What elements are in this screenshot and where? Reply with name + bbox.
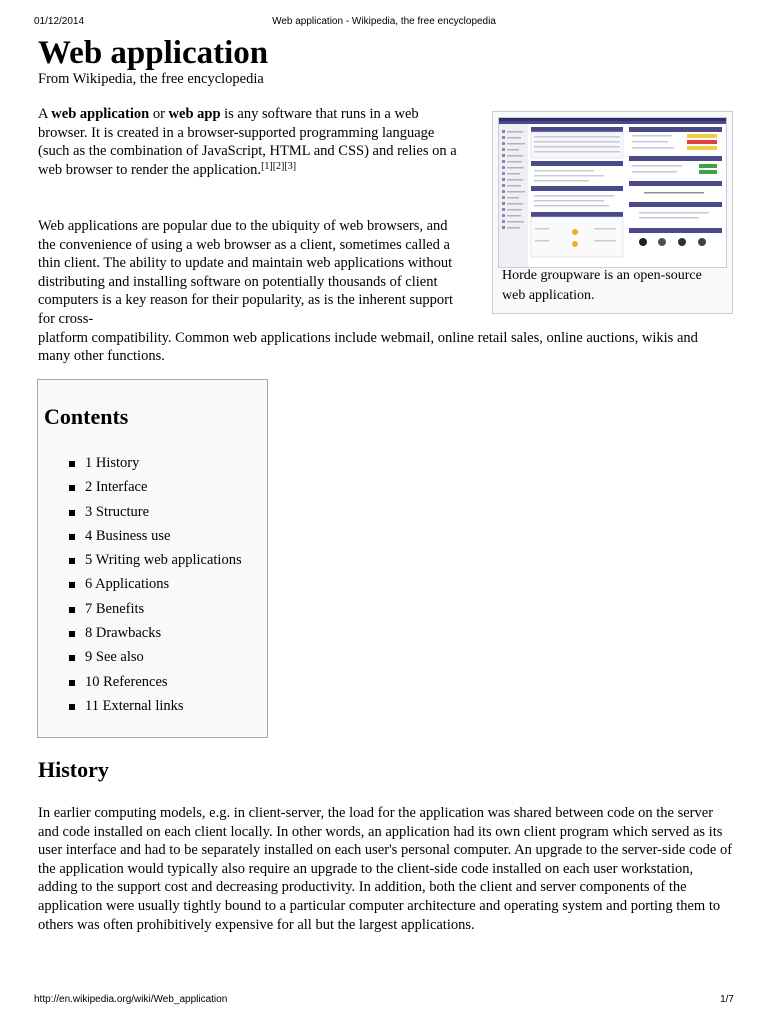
toc-item-references[interactable]: 10 References [68, 670, 242, 694]
horde-screenshot-image[interactable] [498, 117, 727, 268]
horde-screenshot-illustration [499, 118, 726, 267]
toc-item-writing-web-applications[interactable]: 5 Writing web applications [68, 548, 242, 572]
print-header-title: Web application - Wikipedia, the free encyclopedia [272, 16, 496, 27]
toc-item-history[interactable]: 1 History [68, 451, 242, 475]
toc-item-applications[interactable]: 6 Applications [68, 572, 242, 596]
page-subtitle: From Wikipedia, the free encyclopedia [38, 71, 264, 87]
page-title: Web application [38, 35, 269, 71]
intro-paragraph [38, 105, 468, 179]
intro-bold-web-app: web app [168, 106, 221, 122]
table-of-contents [37, 379, 268, 738]
intro-text-or: or [149, 106, 169, 122]
intro-text-rest: is any software that runs in a web browser. It is created in a browser-supported programming language (such as the combination of JavaScript, HTML and CSS) and relies on a web browser to render the application. [38, 106, 457, 178]
print-footer-url: http://en.wikipedia.org/wiki/Web_application [34, 994, 228, 1005]
intro-text-a: A [38, 106, 52, 122]
print-date: 01/12/2014 [34, 16, 85, 27]
popularity-paragraph-lead: Web applications are popular due to the ubiquity of web browsers, and the convenience of using a web browser as a client, sometimes called a thin client. The ability to update and maintain web applications without distributing and installing software on potentially thousands of client computers is a key reason for their popularity, as is the inherent support for cross- [38, 218, 454, 327]
toc-item-business-use[interactable]: 4 Business use [68, 524, 242, 548]
thumbnail-figure [492, 111, 733, 314]
toc-item-structure[interactable]: 3 Structure [68, 500, 242, 524]
print-page-number: 1/7 [720, 994, 734, 1005]
intro-references[interactable]: [1][2][3] [261, 160, 297, 172]
thumbnail-caption: Horde groupware is an open-source web application. [502, 268, 702, 303]
toc-item-see-also[interactable]: 9 See also [68, 645, 242, 669]
toc-item-benefits[interactable]: 7 Benefits [68, 597, 242, 621]
intro-bold-web-application: web application [51, 106, 150, 122]
toc-item-external-links[interactable]: 11 External links [68, 694, 242, 718]
toc-item-interface[interactable]: 2 Interface [68, 475, 242, 499]
history-paragraph: In earlier computing models, e.g. in client-server, the load for the application was shared between code on the server and code installed on each client locally. In other words, an application had its own client program which served as its user interface and had to be separately installed on each user's personal computer. An upgrade to the server-side code of the application would typically also require an upgrade to the client-side code installed on each user workstation, adding to the support cost and decreasing productivity. In addition, both the client and server components of the application were usually tightly bound to a particular computer architecture and operating system and porting them to others was often prohibitively expensive for all but the largest applications. [38, 805, 733, 933]
toc-item-drawbacks[interactable]: 8 Drawbacks [68, 621, 242, 645]
popularity-paragraph-tail: platform compatibility. Common web applications include webmail, online retail sales, online auctions, wikis and many other functions. [38, 329, 698, 365]
history-heading: History [38, 757, 109, 782]
toc-list [68, 451, 242, 718]
toc-title: Contents [44, 404, 129, 429]
